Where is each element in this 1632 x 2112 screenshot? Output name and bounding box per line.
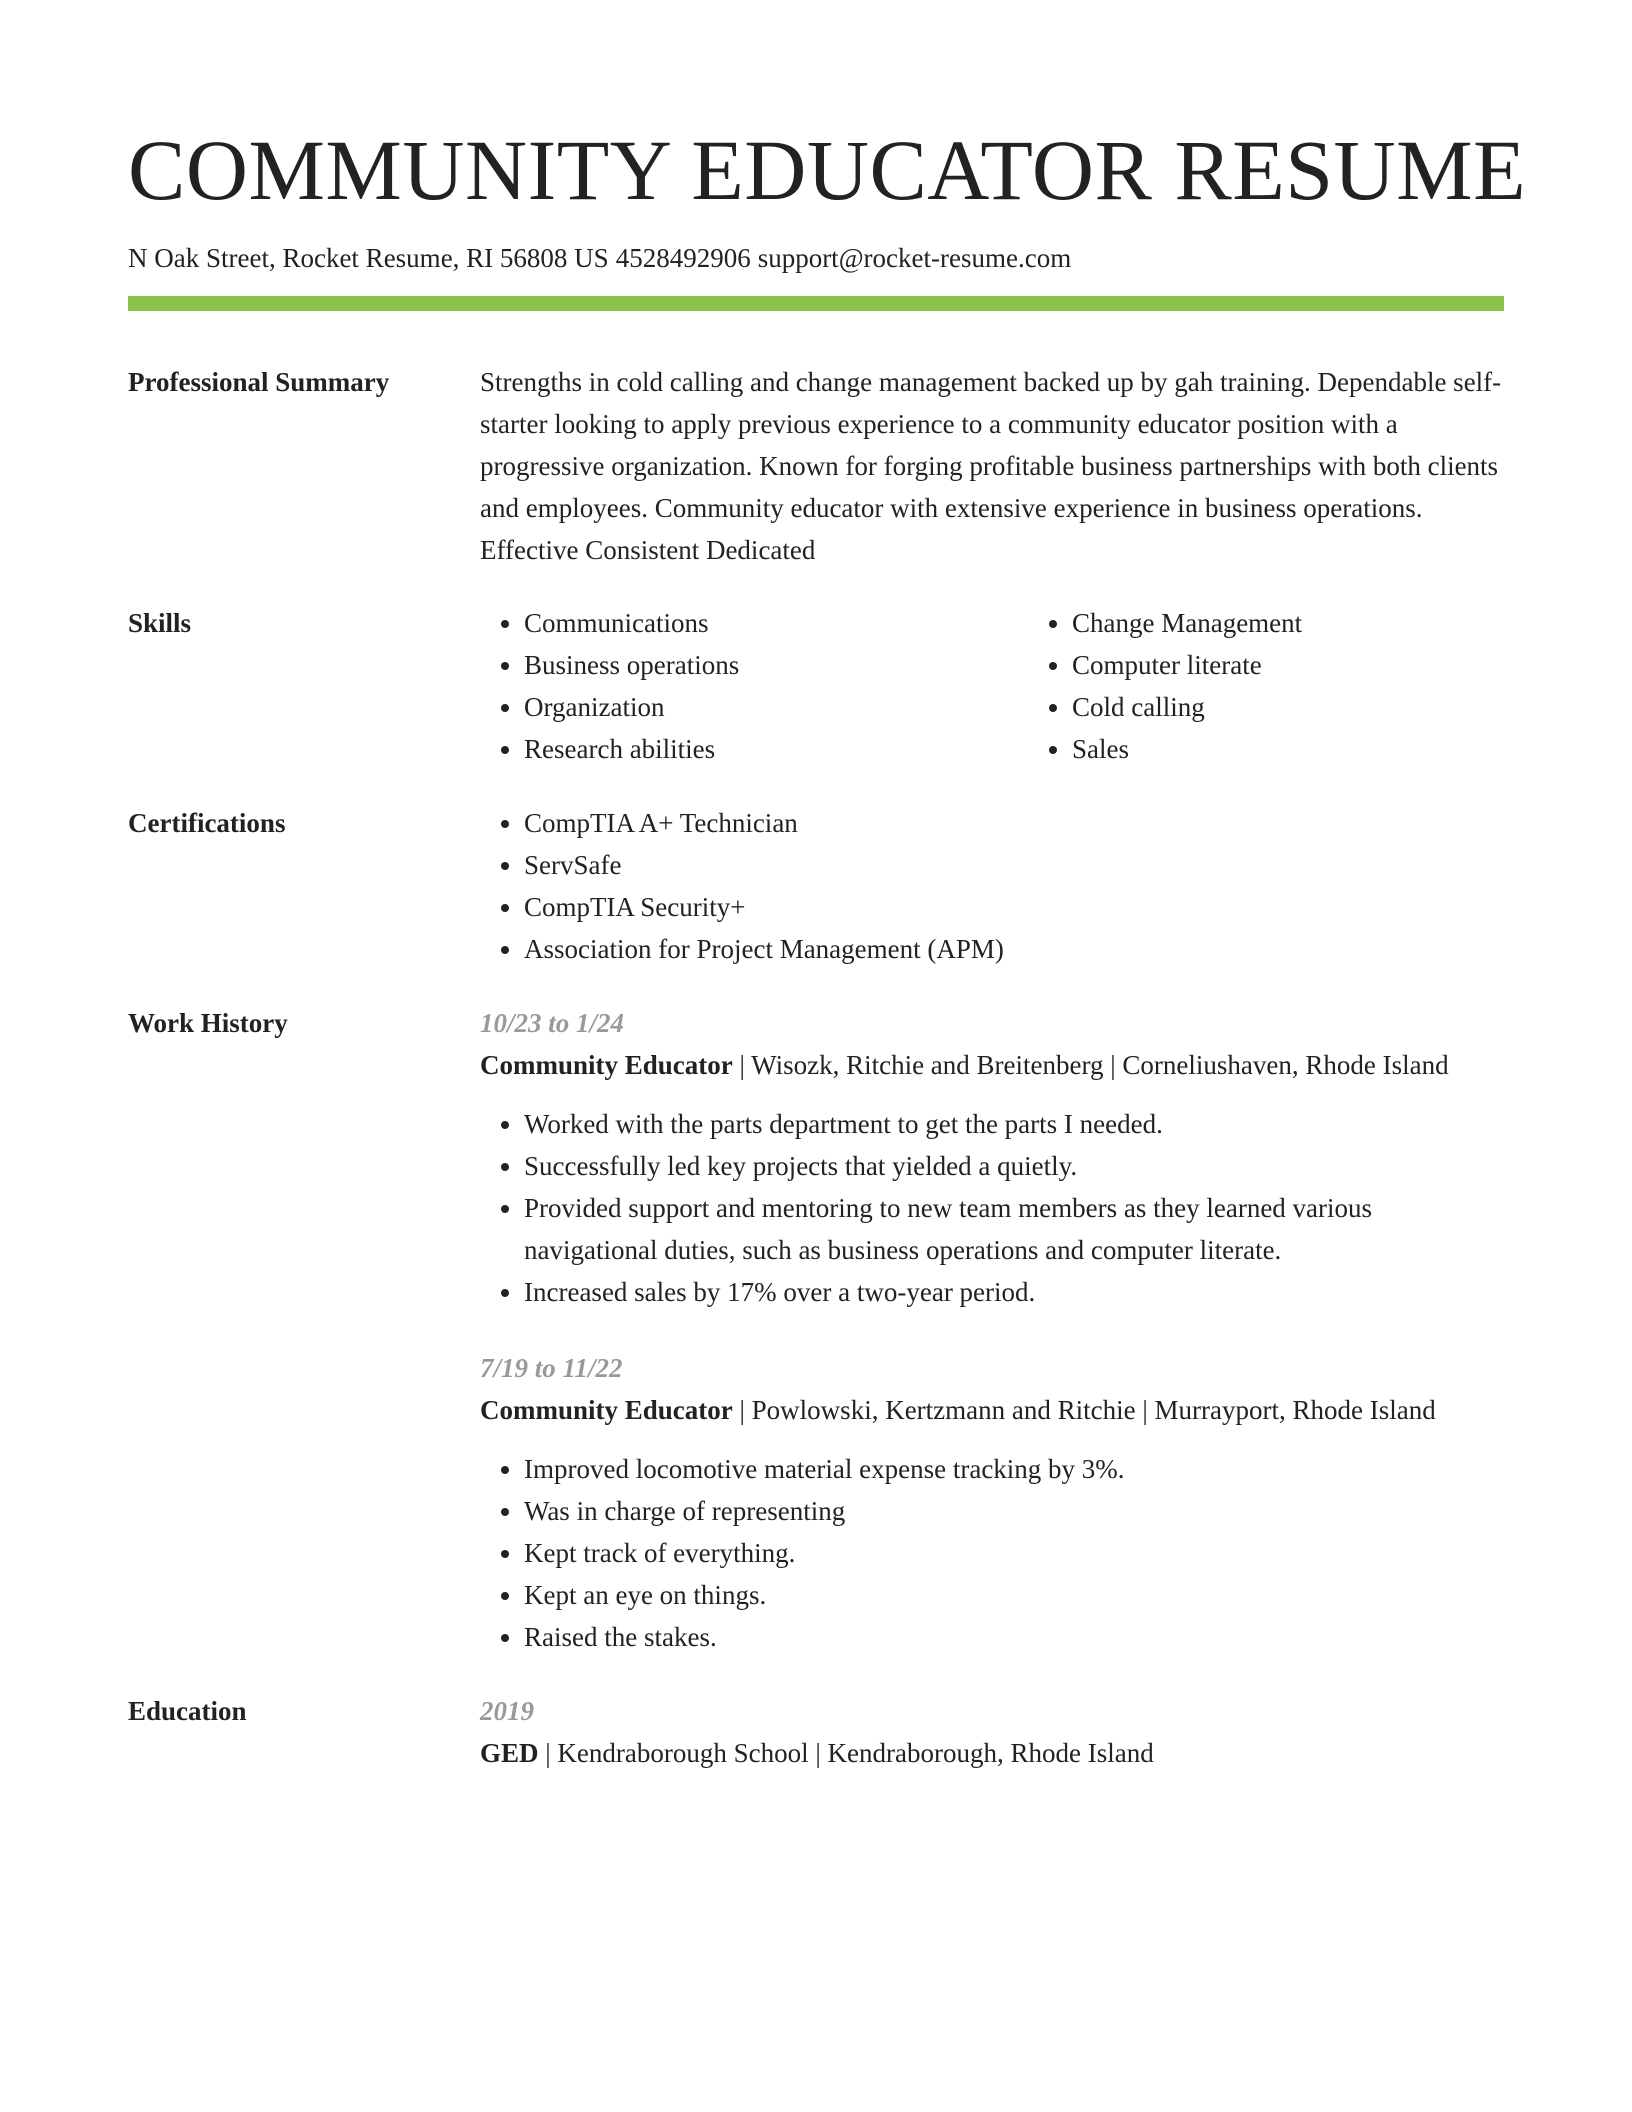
skill-item: • Research abilities	[524, 728, 1028, 770]
job-title: Community Educator	[480, 1050, 733, 1080]
certification-item: • CompTIA A+ Technician	[524, 802, 1504, 844]
contact-line	[128, 240, 1504, 276]
job-bullet: • Kept track of everything.	[524, 1532, 1504, 1574]
education-heading	[480, 1732, 1504, 1774]
job-bullet: • Raised the stakes.	[524, 1616, 1504, 1658]
skill-item: • Sales	[1072, 728, 1576, 770]
resume-title: COMMUNITY EDUCATOR RESUME	[128, 122, 1527, 218]
contact-phone: 4528492906	[615, 243, 751, 273]
skills-list-left	[480, 602, 1028, 770]
work-history-label: Work History	[128, 1008, 288, 1038]
job-dates: 7/19 to 11/22	[480, 1353, 623, 1383]
education-section	[128, 1690, 1504, 1774]
resume-page	[128, 0, 1527, 1774]
summary-label: Professional Summary	[128, 367, 390, 397]
skill-item: • Cold calling	[1072, 686, 1576, 728]
skills-section	[128, 602, 1504, 770]
skills-label: Skills	[128, 608, 192, 638]
summary-section	[128, 361, 1504, 571]
certification-item: • CompTIA Security+	[524, 886, 1504, 928]
contact-email: support@rocket-resume.com	[757, 243, 1072, 273]
certification-item: • ServSafe	[524, 844, 1504, 886]
skills-list-right	[1028, 602, 1576, 770]
certifications-section	[128, 802, 1504, 970]
job-bullet: • Increased sales by 17% over a two-year period.	[524, 1271, 1504, 1313]
certifications-list	[480, 802, 1504, 970]
job-heading	[480, 1389, 1504, 1431]
job-bullet: • Worked with the parts department to get the parts I needed.	[524, 1103, 1504, 1145]
skill-item: • Change Management	[1072, 602, 1576, 644]
contact-address: N Oak Street, Rocket Resume, RI 56808 US	[128, 243, 609, 273]
skill-item: • Communications	[524, 602, 1028, 644]
skill-item: • Organization	[524, 686, 1028, 728]
job-bullet: • Successfully led key projects that yielded a quietly.	[524, 1145, 1504, 1187]
job-bullet: • Improved locomotive material expense tracking by 3%.	[524, 1448, 1504, 1490]
summary-text: Strengths in cold calling and change management backed up by gah training. Dependable self-starter looking to apply previous experience to a community educator position with a progressive organization. Known for forging profitable business partnerships with both clients and employees. Community educator with extensive experience in business operations. Effective Consistent Dedicated	[480, 367, 1502, 565]
job-details: | Wisozk, Ritchie and Breitenberg | Corneliushaven, Rhode Island	[732, 1050, 1449, 1080]
education-degree: GED	[480, 1738, 539, 1768]
job-bullets	[480, 1448, 1504, 1658]
job-bullet: • Provided support and mentoring to new team members as they learned various navigational duties, such as business operations and computer literate.	[524, 1187, 1504, 1271]
job-heading	[480, 1044, 1504, 1086]
education-label: Education	[128, 1696, 247, 1726]
skill-item: • Computer literate	[1072, 644, 1576, 686]
certification-item: • Association for Project Management (APM)	[524, 928, 1504, 970]
skill-item: • Business operations	[524, 644, 1028, 686]
job-bullets	[480, 1103, 1504, 1313]
job-entry	[480, 1002, 1504, 1313]
job-title: Community Educator	[480, 1395, 733, 1425]
job-bullet: • Was in charge of representing	[524, 1490, 1504, 1532]
job-dates: 10/23 to 1/24	[480, 1008, 625, 1038]
accent-divider	[128, 296, 1504, 311]
job-entry	[480, 1347, 1504, 1658]
job-bullet: • Kept an eye on things.	[524, 1574, 1504, 1616]
work-history-section	[128, 1002, 1504, 1658]
education-details: | Kendraborough School | Kendraborough, Rhode Island	[538, 1738, 1154, 1768]
education-date: 2019	[480, 1696, 534, 1726]
job-details: | Powlowski, Kertzmann and Ritchie | Murrayport, Rhode Island	[732, 1395, 1436, 1425]
certifications-label: Certifications	[128, 808, 286, 838]
